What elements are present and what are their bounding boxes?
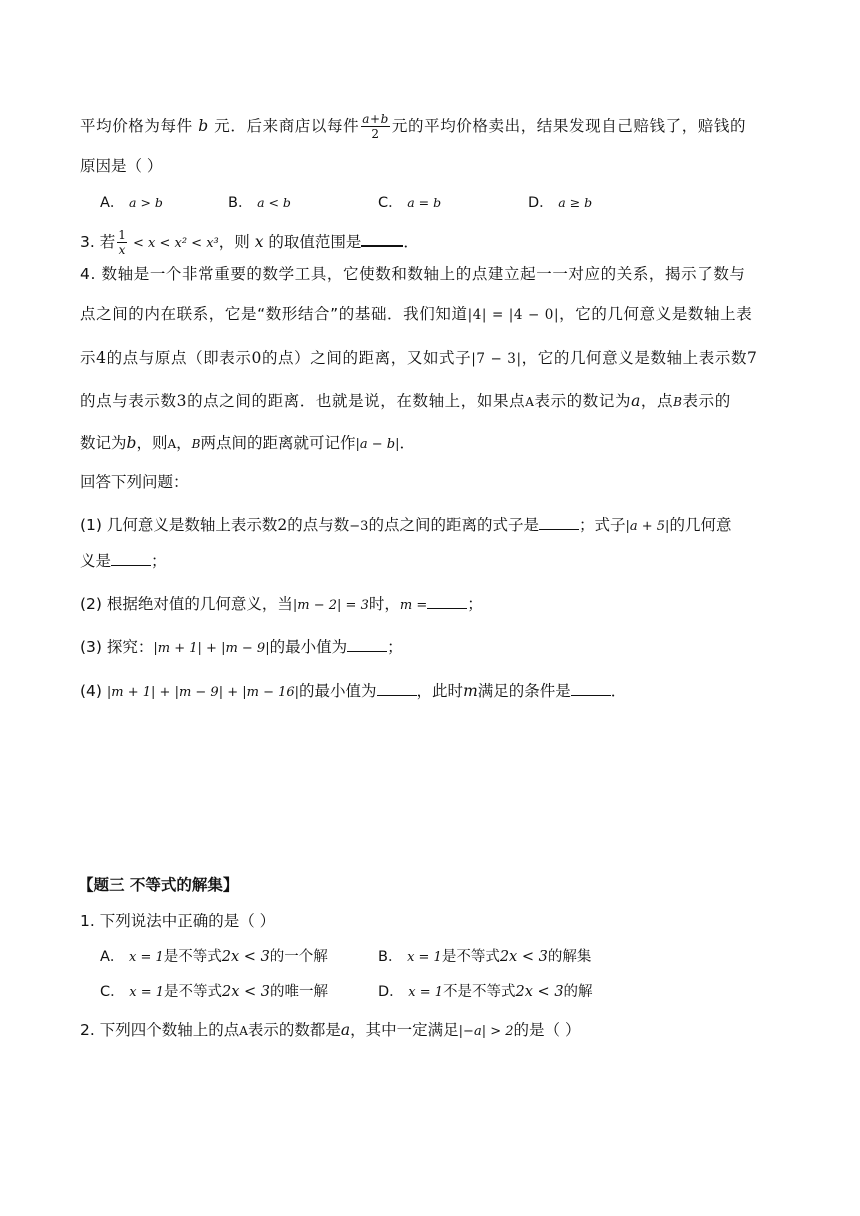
q4-text: ；: [151, 552, 167, 570]
q4-math: 4: [96, 349, 107, 367]
q4-line1: [80, 263, 746, 285]
q2-text-a: 平均价格为每件: [80, 117, 199, 135]
q4-part2: [80, 593, 483, 617]
option-expr: a ≥ b: [558, 195, 593, 210]
q4-math: a: [631, 392, 641, 410]
option-expr: a > b: [129, 195, 163, 210]
q4-part1-line2: [80, 550, 167, 572]
option-label: D．: [378, 984, 404, 1000]
q4-math: m =: [399, 598, 428, 613]
q2-frac-num: a+b: [362, 112, 389, 126]
s3-q2-text: 表示的数都是: [247, 1021, 341, 1039]
answer-blank[interactable]: [427, 594, 467, 609]
answer-blank[interactable]: [377, 681, 417, 696]
answer-blank[interactable]: [539, 515, 579, 530]
answer-blank[interactable]: [347, 637, 387, 652]
answer-blank[interactable]: [361, 231, 403, 247]
s3-q1-option-c: [100, 980, 328, 1001]
q3-var: x: [254, 233, 264, 251]
q4-text: ；: [387, 638, 403, 656]
q4-math: −3: [349, 519, 369, 534]
q4-text: ，此时: [416, 682, 464, 700]
q3-suffix: 的取值范围是: [263, 233, 362, 251]
q4-math: 3: [176, 392, 188, 410]
s3-q1-option-a: [100, 945, 328, 966]
q4-text: ；: [467, 595, 483, 613]
s3-q2: [80, 1019, 580, 1043]
q4-math: B: [673, 395, 683, 409]
option-ineq: 2x < 3: [222, 984, 270, 1000]
option-label: B．: [228, 195, 253, 211]
option-expr: x = 1: [129, 950, 164, 965]
s3-q2-text: 2. 下列四个数轴上的点: [80, 1021, 240, 1039]
q4-math: |a + 5|: [625, 519, 670, 534]
q4-part3: [80, 636, 403, 660]
q4-math: |m − 2| = 3: [292, 598, 369, 613]
q4-text: 回答下列问题：: [80, 473, 189, 491]
option-text: 的解: [563, 984, 593, 1000]
option-expr: x = 1: [129, 985, 164, 1000]
q3-frac-num: 1: [118, 228, 126, 242]
q4-text: 的点之间的距离．也就是说，在数轴上，如果点: [187, 392, 526, 410]
s3-q1-text: 1. 下列说法中正确的是（ ）: [80, 912, 276, 930]
option-text: 的唯一解: [270, 984, 328, 1000]
answer-blank[interactable]: [111, 551, 151, 566]
q4-math: 7: [747, 349, 758, 367]
q4-text: (4): [80, 682, 107, 700]
q4-text: 的最小值为: [299, 682, 377, 700]
q4-text: ；式子: [578, 516, 626, 534]
option-text: 是不等式: [164, 984, 222, 1000]
q4-text: 的点与表示数: [80, 392, 177, 410]
q4-math: B: [191, 437, 201, 451]
s3-q2-text: 的是（ ）: [513, 1021, 581, 1039]
q4-text: ．: [399, 434, 416, 452]
option-expr: a = b: [407, 195, 442, 210]
s3-q2-text: ，其中一定满足: [350, 1021, 459, 1039]
q4-line2: [80, 303, 752, 326]
s3-q1: [80, 910, 275, 932]
option-text: 的一个解: [269, 949, 328, 965]
q3-end: ．: [403, 233, 419, 251]
option-ineq: 2x < 3: [499, 949, 548, 965]
q4-line5: [80, 432, 415, 456]
q4-text: (1) 几何意义是数轴上表示数: [80, 516, 278, 534]
q4-text: ，点: [640, 392, 674, 410]
q4-part4: [80, 680, 626, 704]
q4-math: |7 − 3|: [471, 351, 522, 367]
q4-math: 0: [251, 349, 262, 367]
q4-text: 时，: [368, 595, 400, 613]
s3-q1-option-d: [378, 980, 593, 1001]
q4-math: |a − b|: [355, 437, 400, 452]
q2-option-d: [528, 191, 592, 212]
option-label: B．: [378, 949, 403, 965]
q3-expr: < x < x² < x³: [128, 236, 219, 251]
s3-q1-option-b: [378, 945, 591, 966]
q4-text: 满足的条件是: [477, 682, 571, 700]
option-label: D．: [528, 195, 554, 211]
q4-text: 的点与数: [287, 516, 350, 534]
q2-text-c: 元．后来商店以每件: [208, 117, 360, 135]
q4-text: 的最小值为: [269, 638, 348, 656]
q4-math: m: [463, 682, 478, 700]
q4-math: |4| = |4 − 0|: [467, 307, 560, 323]
section-title: [78, 874, 238, 896]
q2-line2: [80, 155, 162, 177]
q4-text: ，: [176, 434, 192, 452]
s3-q2-math: |−a| > 2: [458, 1024, 514, 1039]
s3-q2-math: a: [340, 1021, 351, 1039]
q4-text: ，则: [136, 434, 168, 452]
q4-text: 的点之间的距离的式子是: [368, 516, 539, 534]
q4-text: (3) 探究：: [80, 638, 154, 656]
q4-math: A: [167, 437, 177, 451]
s3-q2-math: A: [239, 1024, 248, 1038]
option-label: A．: [100, 195, 125, 211]
q4-text: ．: [610, 682, 627, 700]
q2-line1: [80, 112, 746, 141]
option-text: 的解集: [547, 949, 592, 965]
q4-text: 点之间的内在联系，它是“数形结合”的基础．我们知道: [80, 305, 468, 323]
option-text: 是不等式: [441, 949, 500, 965]
q4-math: A: [525, 395, 535, 409]
q2-option-c: [378, 191, 441, 212]
q4-text: (2) 根据绝对值的几何意义，当: [80, 595, 293, 613]
q4-answer-heading: [80, 471, 189, 493]
q2-option-a: [100, 191, 163, 212]
q4-line4: [80, 390, 731, 413]
q3-line: [80, 228, 419, 257]
q4-text: 两点间的距离就可记作: [200, 434, 356, 452]
section-title-text: 【题三 不等式的解集】: [78, 876, 239, 894]
option-label: C．: [100, 984, 125, 1000]
option-label: C．: [378, 195, 403, 211]
q4-text: 的点与原点（即表示: [106, 349, 252, 367]
q3-frac-den: x: [118, 243, 126, 257]
q4-part1-line1: [80, 514, 731, 538]
answer-blank[interactable]: [571, 681, 611, 696]
q4-math: |m + 1| + |m − 9| + |m − 16|: [106, 685, 300, 700]
q4-line3: [80, 347, 758, 370]
option-expr: x = 1: [407, 950, 442, 965]
q2-option-b: [228, 191, 291, 212]
q4-math: 2: [277, 516, 288, 534]
option-text: 不是不等式: [443, 984, 516, 1000]
q4-text: 的点）之间的距离，又如式子: [261, 349, 472, 367]
q2-fraction: [361, 112, 390, 141]
q2-var-b: b: [198, 117, 209, 135]
option-ineq: 2x < 3: [515, 984, 564, 1000]
q4-text: ，它的几何意义是数轴上表示数: [521, 349, 748, 367]
option-label: A．: [100, 949, 125, 965]
q4-text: 表示的: [682, 392, 731, 410]
q2-text-d: 元的平均价格卖出，结果发现自己赔钱了，赔钱的: [391, 117, 747, 135]
q4-text: 表示的数记为: [534, 392, 632, 410]
option-expr: x = 1: [408, 985, 444, 1000]
q4-math: b: [126, 434, 137, 452]
q4-text: 示: [80, 349, 97, 367]
q4-math: |m + 1| + |m − 9|: [153, 641, 270, 656]
q3-mid: ，则: [218, 233, 255, 251]
q2-frac-den: 2: [371, 127, 380, 141]
q3-fraction: [117, 228, 127, 257]
q4-text: 的几何意: [669, 516, 732, 534]
q4-text: 数记为: [80, 434, 127, 452]
q2-question-end: 原因是（ ）: [80, 157, 163, 175]
option-expr: a < b: [257, 195, 291, 210]
q4-text: 4. 数轴是一个非常重要的数学工具，它使数和数轴上的点建立起一一对应的关系，揭示了数与: [80, 265, 746, 283]
option-ineq: 2x < 3: [221, 949, 270, 965]
q3-prefix: 3. 若: [80, 233, 116, 251]
option-text: 是不等式: [163, 949, 222, 965]
q4-text: ，它的几何意义是数轴上表: [559, 305, 753, 323]
q4-text: 义是: [80, 552, 112, 570]
